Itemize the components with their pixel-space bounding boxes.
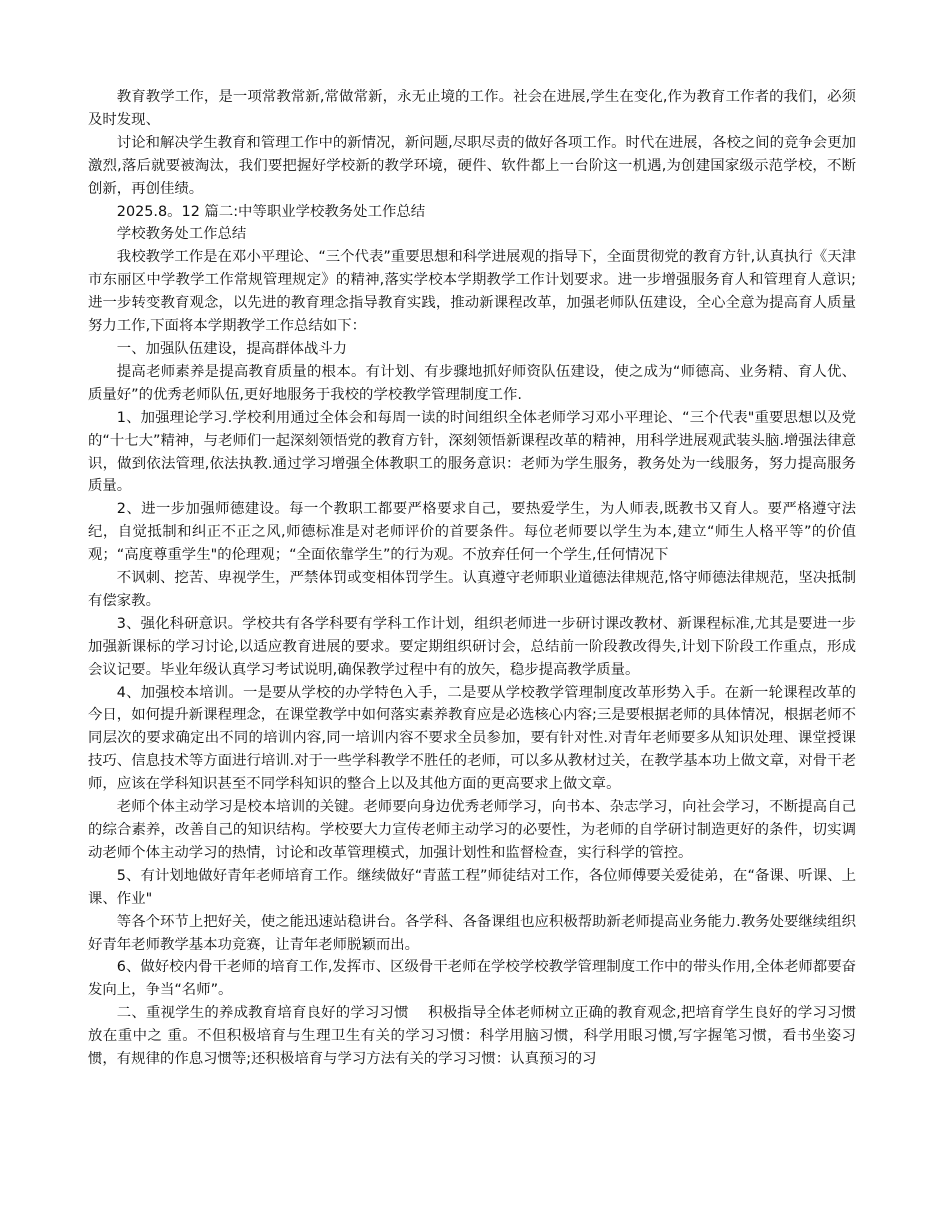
paragraph-item-1: 1、加强理论学习.学校利用通过全体会和每周一读的时间组织全体老师学习邓小平理论、“三个代表"重要思想以及党的“十七大”精神，与老师们一起深刻领悟党的教育方针，深刻领悟新课程改革的精神，用科学进展观武装头脑.增强法律意识，做到依法管理,依法执教.通过学习增强全体教职工的服务意识：老师为学生服务，教务处为一线服务，努力提高服务质量。 [88,409,856,495]
paragraph-item-6: 6、做好校内骨干老师的培育工作,发挥市、区级骨干老师在学校学校教学管理制度工作中的带头作用,全体老师都要奋发向上，争当“名师”。 [88,959,856,999]
section-heading-1: 一、加强队伍建设，提高群体战斗力 [116,340,348,357]
section-heading-2-and-body: 二、重视学生的养成教育培育良好的学习习惯 积极指导全体老师树立正确的教育观念,把培育学生良好的学习习惯放在重中之 重。不但积极培育与生理卫生有关的学习习惯：科学用脑习惯，科学用眼习惯,写字握笔习惯，看书坐姿习惯，有规律的作息习惯等;还积极培育与学习方法有关的学习习惯：认真预习的习 [88,1005,856,1068]
document-subtitle: 学校教务处工作总结 [116,226,247,243]
paragraph-item-3: 3、强化科研意识。学校共有各学科要有学科工作计划，组织老师进一步研讨课改教材、新课程标准,尤其是要进一步加强新课标的学习讨论,以适应教育进展的要求。要定期组织研讨会，总结前一阶段教改得失,计划下阶段工作重点，形成会议记要。毕业年级认真学习考试说明,确保教学过程中有的放矢，稳步提高教学质量。 [88,615,856,678]
paragraph-intro-1: 教育教学工作，是一项常教常新,常做常新，永无止境的工作。社会在进展,学生在变化,作为教育工作者的我们，必须及时发现、 [88,89,856,128]
paragraph-teacher-quality: 提高老师素养是提高教育质量的根本。有计划、有步骤地抓好师资队伍建设，使之成为“师德高、业务精、育人优、质量好”的优秀老师队伍,更好地服务于我校的学校教学管理制度工作. [88,363,856,403]
paragraph-item-2-continued: 不讽刺、挖苦、卑视学生，严禁体罚或变相体罚学生。认真遵守老师职业道德法律规范,恪守师德法律规范，坚决抵制有偿家教。 [88,570,856,609]
paragraph-self-study: 老师个体主动学习是校本培训的关键。老师要向身边优秀老师学习，向书本、杂志学习，向社会学习，不断提高自己的综合素养，改善自己的知识结构。学校要大力宣传老师主动学习的必要性，为老师的自学研讨制造更好的条件，切实调动老师个体主动学习的热情，讨论和改革管理模式，加强计划性和监督检查，实行科学的管控。 [88,799,856,861]
date-and-section-title: 2025.8。12 篇二:中等职业学校教务处工作总结 [116,203,426,220]
paragraph-item-5: 5、有计划地做好青年老师培育工作。继续做好“青蓝工程”师徒结对工作，各位师傅要关爱徒弟，在“备课、听课、上课、作业" [88,867,856,907]
paragraph-item-2: 2、进一步加强师德建设。每一个教职工都要严格要求自己，要热爱学生，为人师表,既教书又育人。要严格遵守法纪，自觉抵制和纠正不正之风,师德标准是对老师评价的首要条件。每位老师要以学生为本,建立“师生人格平等”的价值观；“高度尊重学生"的伦理观；“全面依靠学生”的行为观。不放弃任何一个学生,任何情况下 [88,501,856,564]
paragraph-item-5-continued: 等各个环节上把好关，使之能迅速站稳讲台。各学科、各备课组也应积极帮助新老师提高业务能力.教务处要继续组织好青年老师教学基本功竞赛，让青年老师脱颖而出。 [88,913,856,953]
paragraph-intro-2: 讨论和解决学生教育和管理工作中的新情况，新问题,尽职尽责的做好各项工作。时代在进展，各校之间的竞争会更加激烈,落后就要被淘汰，我们要把握好学校新的教学环境，硬件、软件都上一台阶这一机遇,为创建国家级示范学校，不断创新，再创佳绩。 [88,134,856,197]
document-page [88,86,856,1071]
paragraph-item-4: 4、加强校本培训。一是要从学校的办学特色入手，二是要从学校教学管理制度改革形势入手。在新一轮课程改革的今日，如何提升新课程理念，在课堂教学中如何落实素养教育应是必选核心内容;三是要根据老师的具体情况，根据老师不同层次的要求确定出不同的培训内容,同一培训内容不要求全员参加，要有针对性.对青年老师要多从知识处理、课堂授课技巧、信息技术等方面进行培训.对于一些学科教学不胜任的老师，可以多从教材过关，在教学基本功上做文章，对骨干老师，应该在学科知识甚至不同学科知识的整合上以及其他方面的更高要求上做文章。 [88,684,856,793]
paragraph-overview: 我校教学工作是在邓小平理论、“三个代表”重要思想和科学进展观的指导下，全面贯彻党的教育方针,认真执行《天津市东丽区中学教学工作常规管理规定》的精神,落实学校本学期教学工作计划要求。进一步增强服务育人和管理育人意识;进一步转变教育观念，以先进的教育理念指导教育实践，推动新课程改革，加强老师队伍建设，全心全意为提高育人质量努力工作,下面将本学期教学工作总结如下： [88,249,856,335]
